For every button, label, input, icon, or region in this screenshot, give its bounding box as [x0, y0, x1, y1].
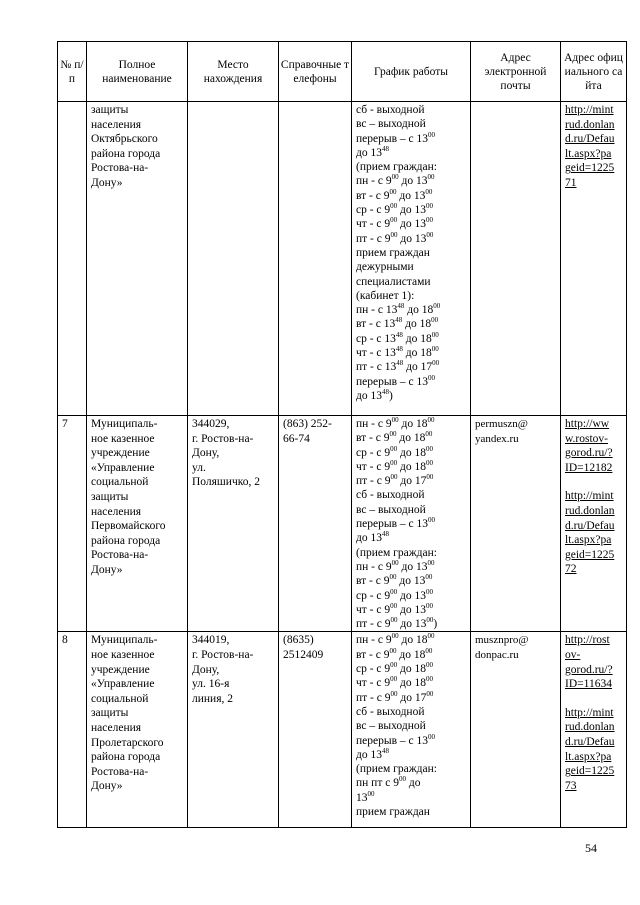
schedule-line: (кабинет 1):	[356, 289, 415, 302]
schedule-line: чт - с $9^{00}$ до $13^{00}$	[356, 216, 433, 231]
schedule-line: сб - выходной	[356, 705, 425, 718]
institution-name: Муниципаль- ное казенное учреждение «Управление социальной защиты населения Первомайского района города Ростова-на- Дону»	[87, 416, 188, 632]
schedule-line: пн пт с $9^{00}$ до	[356, 775, 421, 790]
work-schedule	[352, 416, 471, 632]
header-phone: Справочные телефоны	[279, 42, 352, 102]
site-link[interactable]: http://mint rud.donlan d.ru/Defau lt.aspx?pa geid=1225 73	[565, 706, 615, 792]
schedule-line: ср - с $9^{00}$ до $13^{00}$	[356, 202, 434, 217]
header-email: Адрес электронной почты	[471, 42, 561, 102]
email-address: musznpro@ donpac.ru	[471, 632, 561, 828]
institution-phone: (863) 252- 66-74	[279, 416, 352, 632]
official-site	[561, 632, 627, 828]
site-link[interactable]: http://mint rud.donlan d.ru/Defau lt.aspx?pa geid=1225 71	[565, 104, 615, 189]
institution-phone	[279, 102, 352, 416]
schedule-line: дежурными	[356, 261, 414, 274]
schedule-line: пн - с $9^{00}$ до $18^{00}$	[356, 632, 435, 647]
institution-address	[188, 102, 279, 416]
schedule-line: до $13^{48}$	[356, 144, 389, 159]
work-schedule	[352, 632, 471, 828]
site-link[interactable]: http://rost ov- gorod.ru/? ID=11634	[565, 634, 613, 691]
institution-name: защиты населения Октябрьского района города Ростова-на- Дону»	[87, 102, 188, 416]
schedule-line: $13^{00}$	[356, 789, 375, 804]
schedule-line: перерыв – с $13^{00}$	[356, 732, 435, 747]
row-num	[58, 102, 87, 416]
schedule-line: пн - с $9^{00}$ до $13^{00}$	[356, 173, 435, 188]
schedule-line: ср - с $9^{00}$ до $13^{00}$	[356, 587, 434, 602]
schedule-line: сб - выходной	[356, 489, 425, 502]
schedule-line: сб - выходной	[356, 104, 425, 116]
header-row	[58, 42, 627, 102]
schedule-line: вт - с $13^{48}$ до $18^{00}$	[356, 316, 439, 331]
header-name: Полное наименование	[87, 42, 188, 102]
schedule-line: пт - с $9^{00}$ до $13^{00}$	[356, 230, 434, 245]
schedule-line: перерыв – с $13^{00}$	[356, 373, 435, 388]
schedule-line: вс – выходной	[356, 503, 426, 516]
official-site	[561, 416, 627, 632]
institution-name: Муниципаль- ное казенное учреждение «Управление социальной защиты населения Пролетарского района города Ростова-на- Дону»	[87, 632, 188, 828]
header-num: № п/п	[58, 42, 87, 102]
schedule-line: пт - с $13^{48}$ до $17^{00}$	[356, 359, 440, 374]
schedule-line: чт - с $9^{00}$ до $18^{00}$	[356, 458, 433, 473]
institution-phone: (8635) 2512409	[279, 632, 352, 828]
schedule-line: прием граждан	[356, 806, 430, 819]
schedule-line: перерыв – с $13^{00}$	[356, 516, 435, 531]
page-number: 54	[585, 841, 597, 855]
schedule-line: пн - с $9^{00}$ до $13^{00}$	[356, 558, 435, 573]
schedule-line: (прием граждан:	[356, 161, 437, 174]
schedule-line: вс – выходной	[356, 720, 426, 733]
schedule-line: (прием граждан:	[356, 763, 437, 776]
header-address: Место нахождения	[188, 42, 279, 102]
schedule-line: чт - с $9^{00}$ до $13^{00}$	[356, 601, 433, 616]
schedule-line: пт - с $9^{00}$ до $17^{00}$	[356, 473, 434, 488]
site-link[interactable]: http://ww w.rostov- gorod.ru/? ID=12182	[565, 418, 613, 474]
schedule-line: до $13^{48}$)	[356, 387, 393, 402]
schedule-line: вт - с $9^{00}$ до $13^{00}$	[356, 187, 433, 202]
schedule-line: вт - с $9^{00}$ до $13^{00}$	[356, 573, 433, 588]
schedule-line: перерыв – с $13^{00}$	[356, 130, 435, 145]
schedule-line: чт - с $9^{00}$ до $18^{00}$	[356, 675, 433, 690]
schedule-line: до $13^{48}$	[356, 530, 389, 545]
site-link[interactable]: http://mint rud.donlan d.ru/Defau lt.aspx?pa geid=1225 72	[565, 490, 615, 576]
schedule-line: вт - с $9^{00}$ до $18^{00}$	[356, 430, 433, 445]
table-row	[58, 416, 627, 632]
schedule-line: пн - с $9^{00}$ до $18^{00}$	[356, 416, 435, 430]
official-site	[561, 102, 627, 416]
row-num: 7	[58, 416, 87, 632]
institution-address: 344019, г. Ростов-на- Дону, ул. 16-я линия, 2	[188, 632, 279, 828]
schedule-line: ср - с $9^{00}$ до $18^{00}$	[356, 661, 434, 676]
schedule-line: ср - с $13^{48}$ до $18^{00}$	[356, 330, 439, 345]
institutions-table	[57, 41, 627, 828]
header-site: Адрес официального сайта	[561, 42, 627, 102]
schedule-line: вс – выходной	[356, 118, 426, 131]
schedule-line: чт - с $13^{48}$ до $18^{00}$	[356, 345, 439, 360]
schedule-line: пт - с $9^{00}$ до $17^{00}$	[356, 689, 434, 704]
schedule-line: пт - с $9^{00}$ до $13^{00}$)	[356, 616, 438, 631]
schedule-line: прием граждан	[356, 246, 430, 259]
header-schedule: График работы	[352, 42, 471, 102]
email-address	[471, 102, 561, 416]
institution-address: 344029, г. Ростов-на- Дону, ул. Поляшичко, 2	[188, 416, 279, 632]
table-row	[58, 632, 627, 828]
schedule-line: ср - с $9^{00}$ до $18^{00}$	[356, 444, 434, 459]
row-num: 8	[58, 632, 87, 828]
schedule-line: вт - с $9^{00}$ до $18^{00}$	[356, 646, 433, 661]
work-schedule	[352, 102, 471, 416]
email-address: permuszn@ yandex.ru	[471, 416, 561, 632]
schedule-line: до $13^{48}$	[356, 746, 389, 761]
schedule-line: (прием граждан:	[356, 546, 437, 559]
schedule-line: пн - с $13^{48}$ до $18^{00}$	[356, 302, 441, 317]
schedule-line: специалистами	[356, 275, 431, 288]
table-row	[58, 102, 627, 416]
